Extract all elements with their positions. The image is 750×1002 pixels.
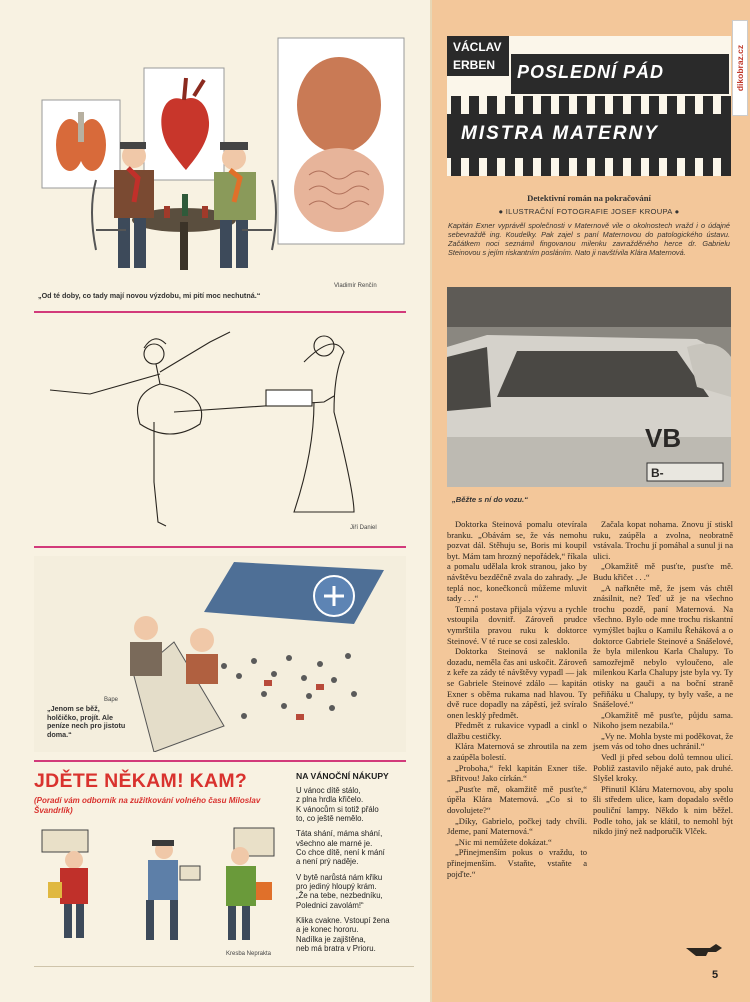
poem-stanza: Klika cvakne. Vstoupí žena a je konec hororu. Nadílka je zajištěna, neb má bratra v Prioru.: [296, 916, 390, 954]
story-paragraph: Doktorka Steinová pomalu otevírala branku. „Obávám se, že vás nemohu pozvat dál. Stěhuju se, Boris mi koupil byt. Mám tam hrozný nepořádek,“ říkala a pomalu udělala krok stranou, jako by návštěvu bezděčně zvala do zahrady. „Je teplá noc, konečkonců můžeme mluvit tady . . .“: [447, 519, 587, 604]
poem-stanza: V bytě narůstá nám křiku pro jediný hloupý krám. „Že na tebe, nezbedníku, Polednici zavolám!“: [296, 872, 383, 910]
photo-plate-text: VB: [645, 423, 682, 453]
author-first: VÁCLAV: [453, 40, 502, 54]
section-subtitle: (Poradí vám odborník na zužitkování volného času Miloslav Švandrlík): [34, 796, 261, 815]
poem-stanza: U vánoc dítě stálo, z plna hrdla křičelo. K vánocům si totiž přálo to, co ještě nemělo.: [296, 786, 379, 824]
separator-line: [34, 546, 406, 548]
serial-title-line2: MISTRA MATERNY: [447, 114, 731, 158]
cartoon-shoppers: [34, 822, 284, 950]
story-paragraph: Vedl ji před sebou dolů temnou ulicí. Pobliž zastavilo nějaké auto, pak druhé. Slyšel kroky.: [593, 752, 733, 784]
story-paragraph: „Okamžitě mě pusťte, půjdu sama. Nikoho jsem nezabila.“: [593, 709, 733, 731]
cartoon3-caption: „Jenom se běž, holčičko, projít. Ale peníze nech pro jistotu doma.“: [47, 704, 126, 739]
author-last: ERBEN: [453, 58, 496, 72]
cartoon1-artist: Vladimír Renčín: [334, 283, 377, 289]
author-name: [447, 36, 509, 76]
site-watermark-tag: [732, 20, 748, 116]
site-watermark-text: dikobraz.cz: [735, 44, 745, 92]
pointing-hand-icon: [684, 940, 724, 958]
cartoon1-caption: „Od té doby, co tady mají novou výzdobu, mi pití moc nechutná.“: [38, 291, 261, 300]
story-paragraph: „Díky, Gabrielo, počkej tady chvíli. Jdeme, paní Maternová.“: [447, 815, 587, 837]
section-headline: JDĚTE NĚKAM! KAM?: [34, 770, 248, 792]
story-paragraph: „Vy ne. Mohla byste mi poděkovat, že jsem vás od toho dnes uchránil.“: [593, 730, 733, 752]
story-paragraph: „Přinejmenším pokus o vraždu, to přinejmenším. Vstaňte, vstaňte a pojďte.“: [447, 847, 587, 879]
cartoon-ballerina: [34, 322, 406, 536]
section-artist: Kresba Neprakta: [226, 951, 272, 957]
story-paragraph: Začala kopat nohama. Znovu jí stiskl ruku, zaúpěla a zvolna, neobratně vstávala. Trochu jí pomáhal a sunul ji na ulici.: [593, 519, 733, 561]
story-paragraph: „Nic mi nemůžete dokázat.“: [455, 836, 552, 847]
page-number: 5: [712, 969, 719, 981]
story-paragraph: Klára Maternová se zhroutila na zem a zaúpěla bolestí.: [447, 741, 587, 763]
poem-body: [296, 786, 426, 960]
cartoon2-artist: Jiří Daniel: [350, 525, 377, 531]
story-paragraph: „Pusťte mě, okamžitě mě pusťte,“ úpěla Klára Maternová. „Co si to dovolujete?“: [447, 783, 587, 816]
poem-title: NA VÁNOČNÍ NÁKUPY: [296, 771, 389, 781]
story-paragraph: Přinutil Kláru Maternovou, aby spolu šli středem ulice, kam dopadalo světlo pouliční lampy. Někdo k nim běžel. Podle toho, jak se klátil, to nemohl být nikdo jiný než nadporučík Vlček.: [593, 783, 733, 837]
photo-caption: „Běžte s ní do vozu.“: [452, 495, 528, 504]
separator-line: [34, 760, 406, 762]
genre-label: Detektivní román na pokračování: [527, 193, 651, 203]
story-paragraph: Temná postava přijala výzvu a rychle vstoupila dovnitř. Zároveň prudce vymrštila pravou ruku k doktorce Steinové. V té ruce se cosi zalesklo.: [447, 603, 587, 646]
serial-title-block: [447, 36, 731, 176]
story-paragraph: Předmět z rukavice vypadl a cinkl o dlažbu cestičky.: [447, 720, 587, 741]
story-paragraph: „Proboha,“ řekl kapitán Exner tiše. „Břitvou! Jako církán.“: [447, 762, 587, 784]
story-paragraph: „Okamžitě mě pusťte, pusťte mě. Budu křičet . . .“: [593, 561, 733, 582]
story-column-a: [447, 519, 587, 879]
cartoon-anatomy-cafe: [34, 30, 406, 292]
separator-line: [34, 311, 406, 313]
bottom-rule: [34, 966, 414, 967]
story-paragraph: Doktorka Steinová se naklonila dozadu, neměla čas ani uskočit. Zároveň z keře za zády té návštěvy vypadl — jak se Gabriele Steinové zdálo — kapitán Exner s oběma rukama nad hlavou. Ty dvě ruce dopadly na zápěstí, jež svíralo onen lesklý předmět.: [447, 646, 587, 720]
poem-stanza: Táta shání, máma shání, všechno ale marné je. Co chce dítě, není k mání a není prý naděje.: [296, 829, 385, 867]
illustration-credit: ● ILUSTRAČNÍ FOTOGRAFIE JOSEF KROUPA ●: [498, 207, 680, 216]
cartoon3-artist: Bape: [104, 697, 119, 703]
previous-episode-summary: Kapitán Exner vyprávěl společnosti v Maternově vile o okolnostech vražd i o údajné sebevraždě ing. Koudelky. Pak zajel s paní Maternovou do patologického ústavu. Začátkem noci seznámil fingovanou milenku zavražděného herce dr. Gabrielu Steinovou s jejím riskantním posláním. Nato ji navštívila Klára Maternová.: [448, 221, 730, 257]
story-paragraph: „A nařkněte mě, že jsem vás chtěl znásilnit, ne? Teď už je na všechno trochu pozdě, paní Maternová. Na všechno. Bylo ode mne trochu riskantní vymýšlet bajku o Kamilu Řeháková a o doktorce Gabriele Steinové a Snášelové, že byla milenkou Karla Chalupy. To samozřejmě nebylo vyloučeno, ale milenkou Karla Chalupy jste byla vy. Ty otisky na gauči a na boční straně peřiňáku u Chalupy, ty byly vaše, a ne Snášelové.“: [593, 582, 733, 710]
photo-plate-small: B-: [651, 466, 664, 480]
serial-title-line1: POSLEDNÍ PÁD: [511, 54, 729, 94]
article-photo: [447, 287, 731, 487]
story-column-b: [593, 519, 733, 837]
